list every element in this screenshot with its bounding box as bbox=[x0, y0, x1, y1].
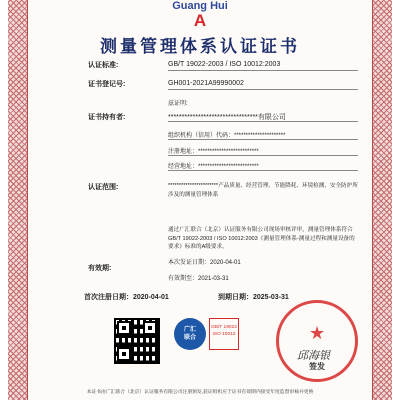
reg-address: 注册地址：************************** bbox=[168, 149, 259, 155]
issue-date: 本次发证日期：2020-04-01 bbox=[168, 260, 241, 266]
footer-note: 本证书由广汇联合（北京）认证服务有限公司注册颁发,获证组织应于证书有效期内接受年度监督审核并更换 bbox=[86, 390, 314, 395]
validity-label: 有效期: bbox=[88, 265, 112, 272]
business-address-underline bbox=[168, 170, 358, 171]
org-code: 组织机构（信用）代码：********************** bbox=[168, 133, 286, 139]
business-address: 经营地址：************************** bbox=[168, 164, 259, 170]
scope-text: ***********************产品质量、经营管理、节能降耗、环境检测、安全防护所涉及的测量管理体系 bbox=[168, 183, 358, 198]
standard-logo-line1: GB/T 19022 bbox=[211, 325, 237, 330]
certification-statement: 通过广汇联合（北京）认证服务有限公司现场审核评审，测量管理体系符合GB/T 19022-2003 / ISO 10012:2003《测量管理体系-测量过程和测量设备的要求》标准的A级要求。 bbox=[168, 227, 355, 250]
certificate-border bbox=[8, 0, 392, 400]
holder-value: *********************************有限公司 bbox=[168, 114, 286, 121]
qr-code bbox=[114, 318, 160, 364]
scope-label: 认证范围: bbox=[88, 184, 119, 191]
certificate-body bbox=[28, 0, 372, 400]
seal-star-icon: ★ bbox=[309, 323, 326, 343]
grade-mark: A bbox=[193, 11, 207, 30]
reg-label: 证书登记号: bbox=[88, 81, 126, 88]
standard-value: GB/T 19022-2003 / ISO 10012:2003 bbox=[168, 61, 281, 68]
issuer-name: Guang Hui bbox=[172, 0, 228, 12]
expiry-date: 有效期至：2021-03-31 bbox=[168, 276, 229, 282]
reg-underline bbox=[168, 89, 358, 90]
reissue-date: 到期日期：2025-03-31 bbox=[218, 294, 289, 301]
signature: 邱海银 bbox=[297, 350, 330, 362]
holder-underline bbox=[168, 121, 358, 122]
first-issue-date: 首次注册日期：2020-04-01 bbox=[84, 294, 169, 301]
standard-underline bbox=[168, 70, 358, 71]
standard-logo-line2: ISO 10012 bbox=[212, 332, 236, 337]
sign-label: 签发 bbox=[309, 362, 325, 371]
logo-text-1: 广汇 bbox=[183, 327, 196, 333]
reg-address-underline bbox=[168, 155, 358, 156]
official-seal bbox=[276, 300, 358, 382]
logo-text-2: 联合 bbox=[183, 335, 196, 341]
holder-label: 证书持有者: bbox=[88, 114, 126, 121]
accreditation-logo bbox=[174, 318, 206, 350]
org-underline bbox=[168, 139, 358, 140]
reg-value: GH001-2021A99990002 bbox=[168, 80, 244, 87]
standard-label: 认证标准: bbox=[88, 62, 119, 69]
cert-prefix: 兹证明: bbox=[168, 101, 188, 107]
standard-logo bbox=[209, 318, 239, 350]
certificate-title: 测量管理体系认证证书 bbox=[100, 37, 300, 56]
